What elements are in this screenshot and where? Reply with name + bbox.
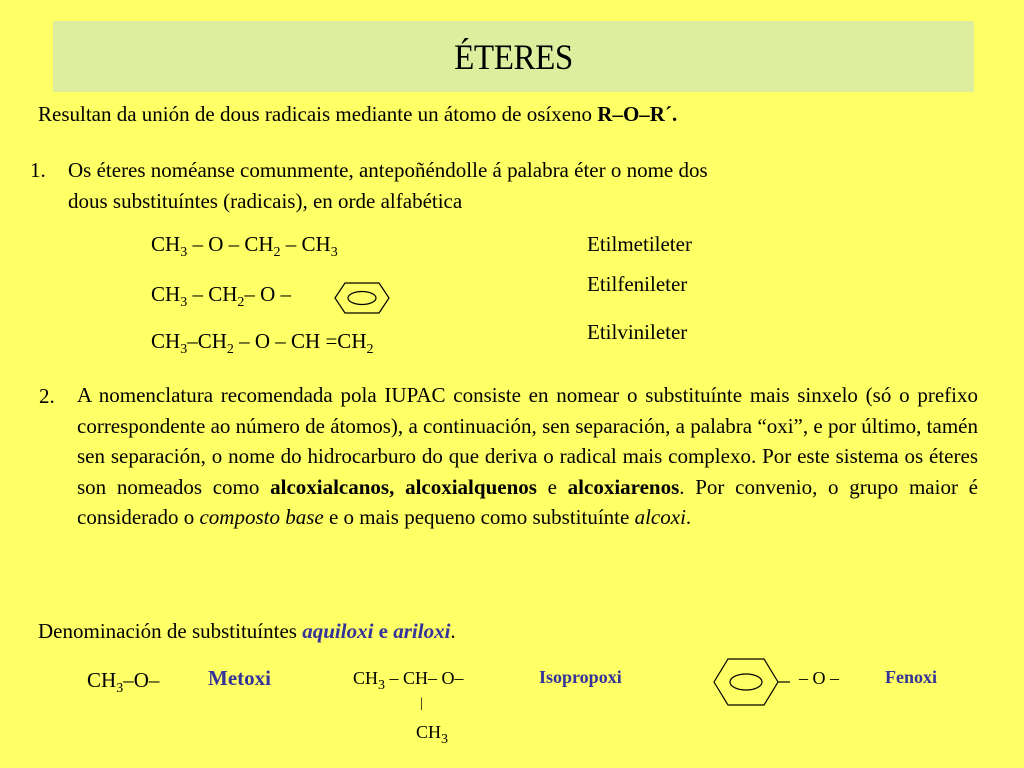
formula-part: – O – CH =CH [233,329,367,353]
subscript: 3 [180,295,188,310]
name-etilfenileter: Etilfenileter [587,272,688,296]
term-alcoxialcanos-alcoxialquenos: alcoxialcanos, alcoxialquenos [270,474,537,499]
formula-etilfenileter [151,279,291,309]
formula-part: CH [151,232,181,256]
name-etilmetileter: Etilmetileter [587,232,692,256]
benzene-ring-icon [712,657,792,707]
formula-fenoxi: – O – [799,668,839,688]
term-aquiloxi: aquiloxi [302,619,374,643]
subscript: 3 [330,245,338,260]
section2-number: 2. [39,384,55,408]
paragraph-text: e o mais pequeno como substituínte [323,505,635,529]
subscript: 2 [273,245,281,260]
formula-part: – CH– O– [385,668,464,688]
heading-and: e [373,619,394,643]
subscript: 3 [116,681,124,696]
name-etilvinileter: Etilvinileter [587,320,688,344]
subscript: 3 [180,342,188,357]
heading-text: Denominación de substituíntes [38,619,303,643]
label-metoxi: Metoxi [208,666,271,690]
intro-text: Resultan da unión de dous radicais mediante un átomo de osíxeno [38,102,598,126]
paragraph-text: . Por convenio, o grupo maior é considerado o [77,474,978,529]
term-ariloxi: ariloxi [393,619,451,643]
subscript: 3 [180,245,188,260]
subscript: 2 [226,342,234,357]
formula-part: CH [353,668,379,688]
formula-part: CH [151,282,181,306]
branch-bar: | [420,696,423,711]
term-composto-base: composto base [199,505,324,529]
paragraph-text: A nomenclatura recomendada pola IUPAC consiste en nomear o substituínte mais sinxelo (só o prefixo correspondente ao número de átomos), a continuación, sen separación, a palabra “oxi”, e por último, tamén sen separación, o nome do hidrocarburo do que deriva o radical mais complexo. Por este sistema os éteres son nomeados como [77,383,978,499]
formula-part: – O – CH [187,232,274,256]
formula-etilmetileter [151,229,338,259]
formula-part: CH [416,722,442,742]
section1-number: 1. [30,158,46,182]
paragraph-text: e [536,474,568,499]
formula-part: –O– [123,668,160,692]
formula-part: CH [87,668,117,692]
section1-line1: Os éteres noméanse comunmente, antepoñéndolle á palabra éter o nome dos [68,158,708,182]
benzene-ring-icon [333,281,391,315]
formula-part: – CH [280,232,331,256]
label-fenoxi: Fenoxi [885,667,937,687]
paragraph-text: . [685,505,692,529]
formula-etilvinileter [151,326,373,356]
formula-part: CH [151,329,181,353]
title-banner [53,21,974,92]
substituents-heading [38,616,456,646]
intro-formula: R–O–R´. [597,102,678,126]
formula-part: –CH [187,329,227,353]
term-alcoxiarenos: alcoxiarenos [567,474,680,499]
section1-line2: dous substituíntes (radicais), en orde alfabética [68,189,463,213]
heading-end: . [450,619,456,643]
formula-part: – O – [244,282,292,306]
subscript: 2 [366,342,374,357]
intro-line [38,99,677,129]
formula-metoxi [87,665,159,695]
term-alcoxi: alcoxi [634,505,686,529]
subscript: 3 [441,732,449,747]
section2-paragraph [77,380,978,533]
slide-title: ÉTERES [454,36,573,77]
formula-isopropoxi-branch [416,720,449,747]
formula-part: – CH [187,282,238,306]
formula-isopropoxi [353,666,464,693]
subscript: 3 [378,678,386,693]
subscript: 2 [237,295,245,310]
label-isopropoxi: Isopropoxi [539,667,622,687]
